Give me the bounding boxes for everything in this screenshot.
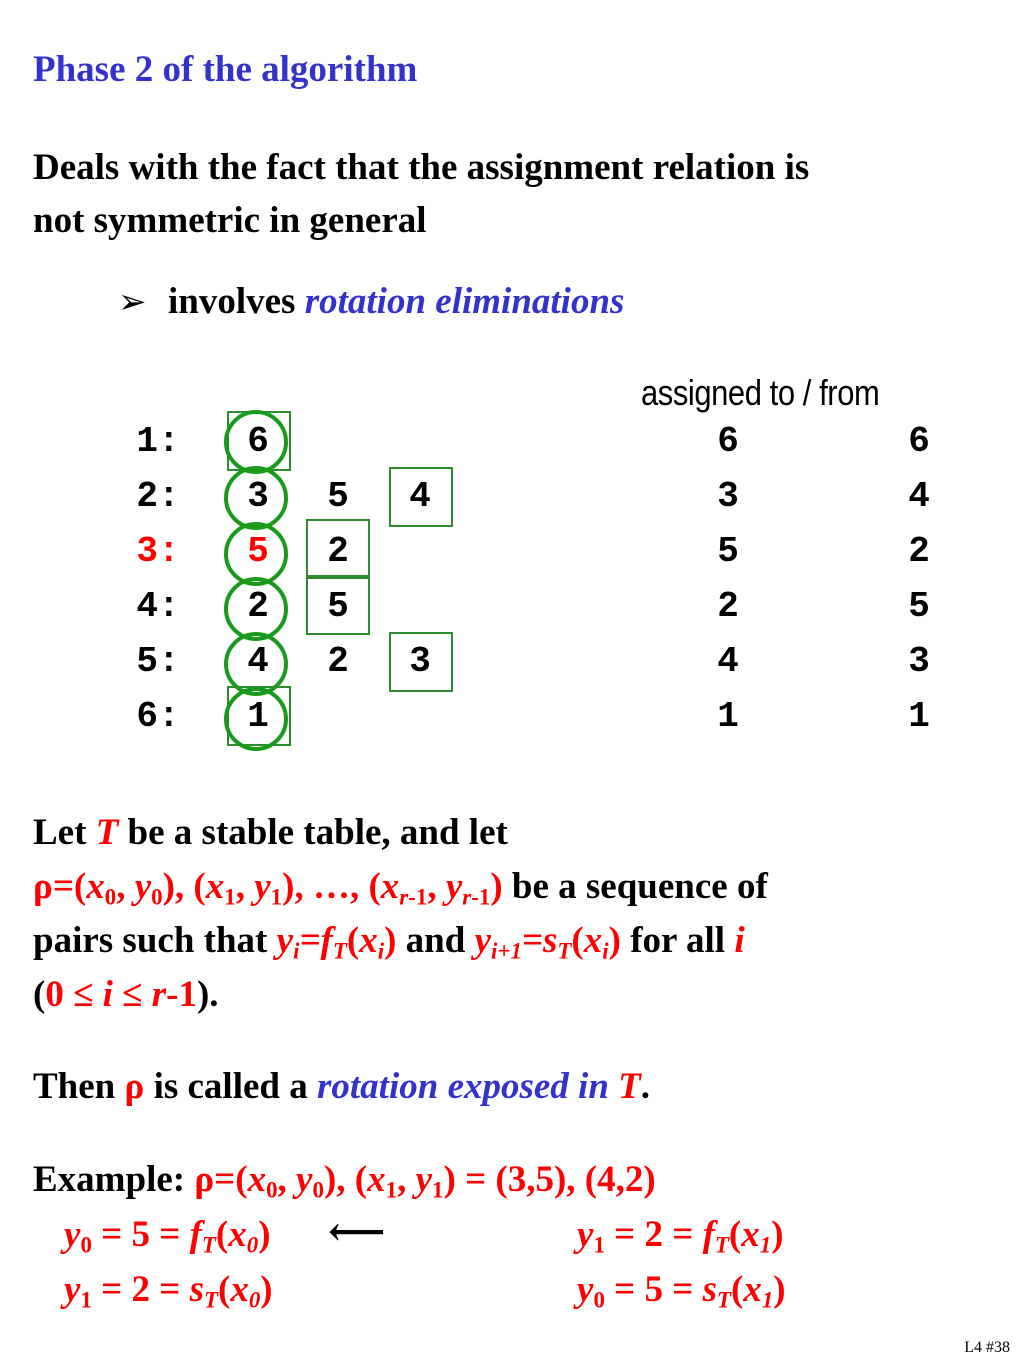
pref-cell: 4 <box>409 476 431 517</box>
assigned-to-cell: 4 <box>717 641 739 682</box>
assigned-from-cell: 1 <box>908 696 930 737</box>
formula-first-choice: $y_i=f_T(x_i)$ <box>276 920 397 964</box>
assigned-from-cell: 2 <box>908 531 930 572</box>
box-row2-pref3 <box>389 467 453 527</box>
assigned-to-cell: 6 <box>717 421 739 462</box>
box-row5-pref3 <box>389 632 453 692</box>
bullet-item <box>118 280 624 323</box>
pref-cell: 1 <box>247 696 269 737</box>
row-label: 4: <box>136 586 180 627</box>
circle-row4 <box>224 577 288 641</box>
table-symbol: T <box>95 812 119 853</box>
rho-symbol: ρ <box>124 1066 145 1107</box>
assigned-from-cell: 4 <box>908 476 930 517</box>
row-label: 5: <box>136 641 180 682</box>
box-row6-pref1 <box>227 686 291 746</box>
definition-line-2: $\rho=(x_0$, $y_0$), ($x_1$, $y_1$), …, ($x_{r-1}$, $y_{r-1}$) be a sequence of <box>33 866 768 910</box>
pref-cell: 5 <box>327 476 349 517</box>
bullet-arrow-icon: ➢ <box>118 284 147 321</box>
example-eq-3: $y_1 = 2 = s_T(x_0)$ <box>64 1269 273 1313</box>
slide-title: Phase 2 of the algorithm <box>33 49 418 90</box>
circle-row1 <box>224 410 288 474</box>
formula-second-choice: $y_{i+1}=s_T(x_i)$ <box>474 920 621 964</box>
assigned-to-cell: 2 <box>717 586 739 627</box>
pref-cell: 3 <box>409 641 431 682</box>
row-label: 2: <box>136 476 180 517</box>
circle-row2 <box>224 466 288 530</box>
circle-row5 <box>224 632 288 696</box>
box-row4-pref2 <box>306 575 370 635</box>
pref-cell: 4 <box>247 641 269 682</box>
pref-cell: 6 <box>247 421 269 462</box>
assigned-to-cell: 3 <box>717 476 739 517</box>
pref-cell: 2 <box>327 531 349 572</box>
table-header: assigned to / from <box>641 372 880 413</box>
then-paragraph: Then ρ is called a rotation exposed in T. <box>33 1066 651 1107</box>
definition-line-3: pairs such that $y_i=f_T(x_i)$ and $y_{i+1}=s_T(x_i)$ for all i <box>33 920 745 964</box>
box-row1-pref1 <box>227 411 291 471</box>
assigned-from-cell: 3 <box>908 641 930 682</box>
circle-row3 <box>224 522 288 586</box>
rotation-sequence: $\rho=(x_0$, $y_0$), ($x_1$, $y_1$), …, ($x_{r-1}$, $y_{r-1}$) <box>33 866 503 910</box>
pref-cell: 5 <box>327 586 349 627</box>
assigned-to-cell: 1 <box>717 696 739 737</box>
example-eq-4: $y_0 = 5 = s_T(x_1)$ <box>577 1269 786 1313</box>
pref-cell: 3 <box>247 476 269 517</box>
box-row3-pref2 <box>306 519 370 579</box>
example-heading: Example: $\rho=(x_0$, $y_0$), ($x_1$, $y_1) = (3,5)$, (4,2) <box>33 1159 656 1203</box>
pref-cell: 2 <box>327 641 349 682</box>
definition-line-1: Let T be a stable table, and let <box>33 812 508 853</box>
bullet-lead: involves <box>168 281 296 322</box>
definition-line-4: (0 ≤ i ≤ r-1). <box>33 974 219 1015</box>
pref-cell: 2 <box>247 586 269 627</box>
circle-row6 <box>224 687 288 751</box>
index-range: 0 ≤ i ≤ r-1 <box>45 974 197 1015</box>
definition-paragraph <box>33 806 768 1022</box>
assigned-from-cell: 5 <box>908 586 930 627</box>
bullet-term: rotation eliminations <box>304 281 625 322</box>
row-label: 6: <box>136 696 180 737</box>
rotation-term: rotation exposed in <box>317 1066 609 1107</box>
intro-line-2: not symmetric in general <box>33 200 427 241</box>
intro-text <box>33 141 809 247</box>
row-label-highlighted: 3: <box>136 531 180 572</box>
example-eq-2: $y_1 = 2 = f_T(x_1)$ <box>577 1214 784 1258</box>
left-arrow-icon: ⟵ <box>328 1209 386 1254</box>
slide-number: L4 #38 <box>964 1339 1010 1356</box>
intro-line-1: Deals with the fact that the assignment relation is <box>33 147 810 188</box>
example-eq-1: $y_0 = 5 = f_T(x_0)$ <box>64 1214 271 1258</box>
row-label: 1: <box>136 421 180 462</box>
pref-cell-highlighted: 5 <box>247 531 269 572</box>
assigned-to-cell: 5 <box>717 531 739 572</box>
assigned-from-cell: 6 <box>908 421 930 462</box>
example-rotation: $\rho=(x_0$, $y_0$), ($x_1$, $y_1) = (3,5)$, (4,2) <box>194 1159 656 1203</box>
